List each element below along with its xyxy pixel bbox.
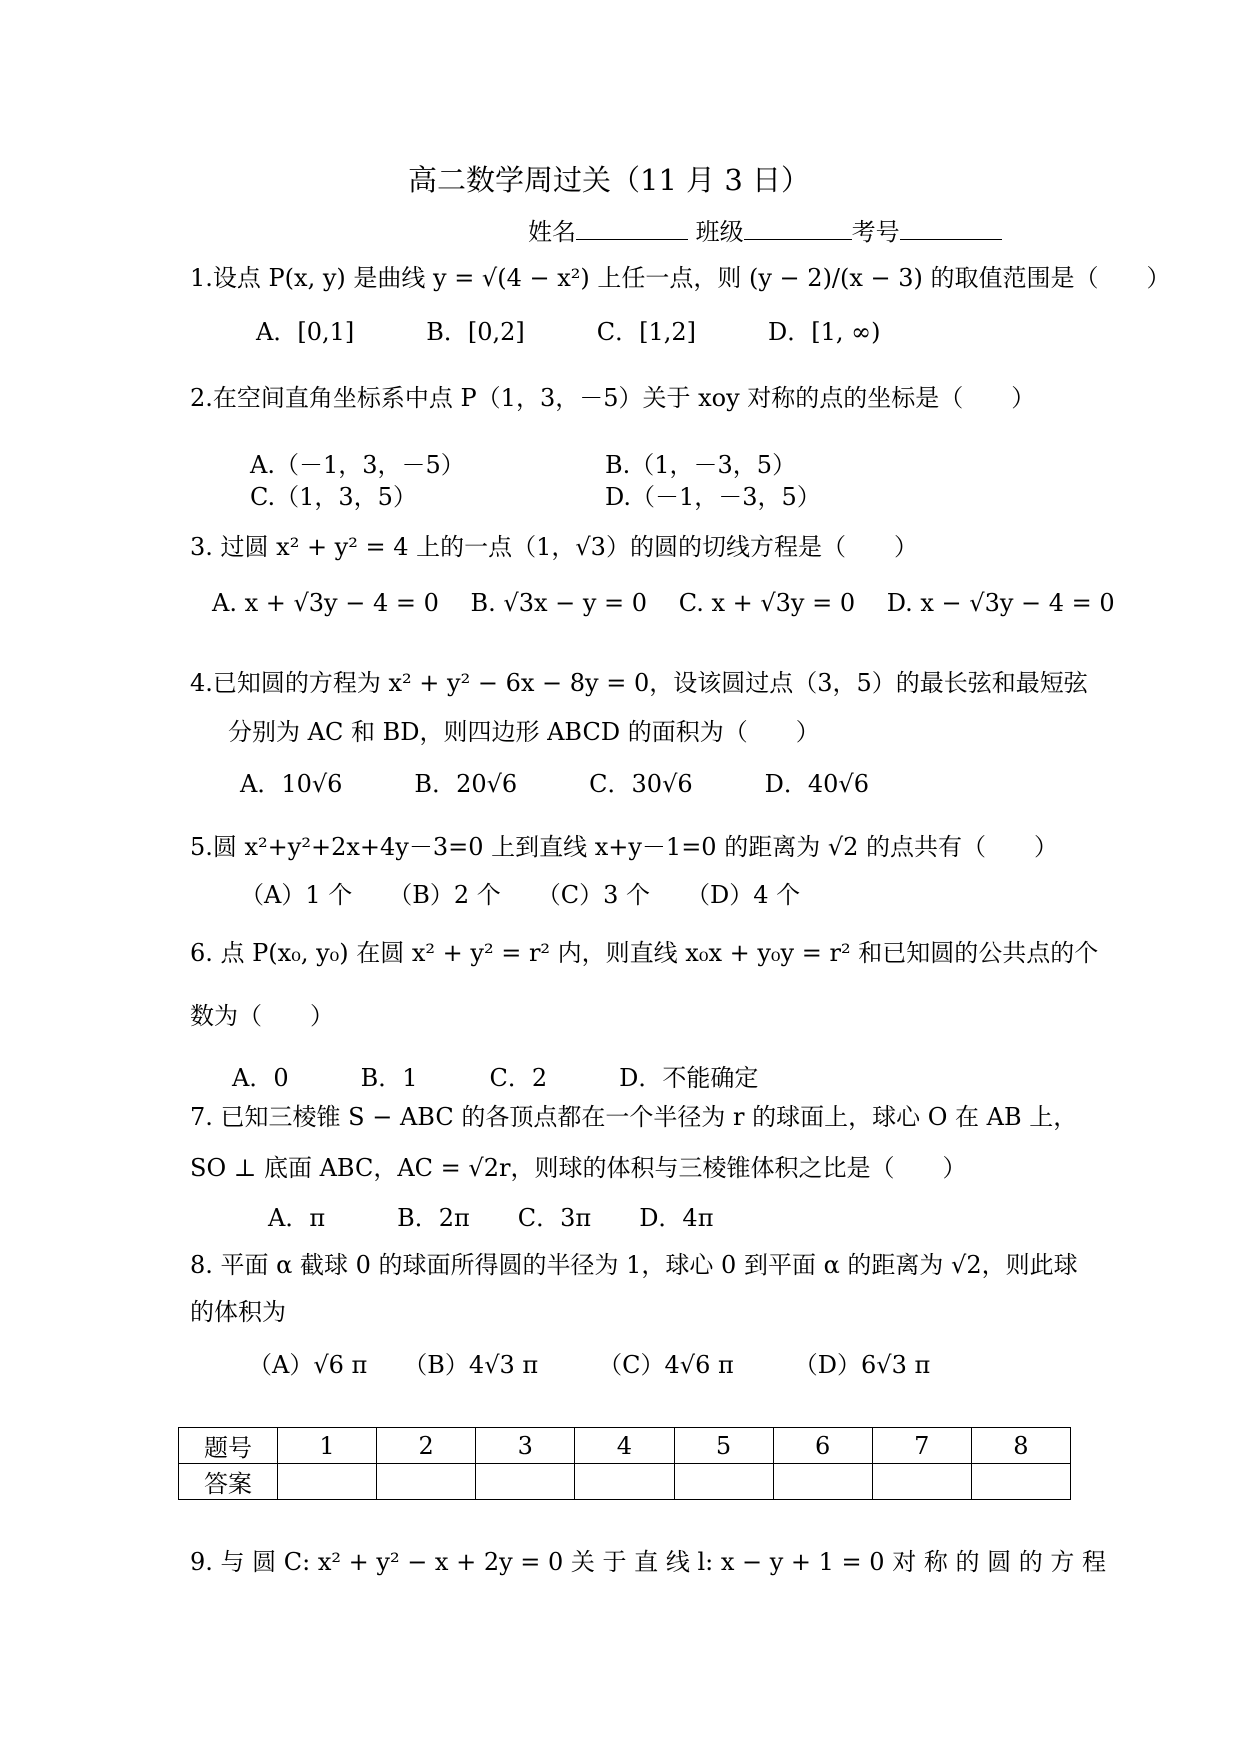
name-label: 姓名 bbox=[528, 218, 576, 246]
answer-cell[interactable] bbox=[575, 1464, 674, 1500]
question-2-stem: 2.在空间直角坐标系中点 P（1，3，－5）关于 xoy 对称的点的坐标是（ ） bbox=[190, 384, 1036, 412]
question-5-options: （A）1 个 （B）2 个 （C）3 个 （D）4 个 bbox=[240, 881, 801, 909]
table-cell-number: 4 bbox=[575, 1428, 674, 1464]
table-cell-number: 5 bbox=[674, 1428, 773, 1464]
question-2-option-a: A.（－1，3，－5） bbox=[250, 451, 465, 479]
answer-table bbox=[178, 1427, 1071, 1500]
question-number-label: 题号 bbox=[179, 1428, 278, 1464]
question-6-stem-line1: 6. 点 P(x₀, y₀) 在圆 x² + y² = r² 内，则直线 x₀x + y₀y = r² 和已知圆的公共点的个 bbox=[190, 939, 1099, 967]
name-blank bbox=[576, 217, 688, 240]
table-cell-number: 3 bbox=[476, 1428, 575, 1464]
number-label: 考号 bbox=[851, 218, 900, 246]
question-2-option-b: B.（1，－3，5） bbox=[605, 451, 797, 479]
question-8-stem-line1: 8. 平面 α 截球 0 的球面所得圆的半径为 1，球心 0 到平面 α 的距离为 √2，则此球 bbox=[190, 1251, 1078, 1279]
class-blank bbox=[744, 217, 852, 240]
table-cell-number: 1 bbox=[278, 1428, 377, 1464]
answer-cell[interactable] bbox=[872, 1464, 971, 1500]
table-cell-number: 6 bbox=[773, 1428, 872, 1464]
answer-cell[interactable] bbox=[773, 1464, 872, 1500]
answer-table-answer-row bbox=[179, 1464, 1071, 1500]
question-8-stem-line2: 的体积为 bbox=[190, 1298, 286, 1326]
question-7-stem-line2: SO ⊥ 底面 ABC，AC = √2r，则球的体积与三棱锥体积之比是（ ） bbox=[190, 1154, 967, 1182]
class-label: 班级 bbox=[695, 218, 744, 246]
question-4-options: A．10√6 B．20√6 C．30√6 D．40√6 bbox=[240, 770, 869, 798]
question-2-option-d: D.（－1，－3，5） bbox=[605, 483, 821, 511]
answer-cell[interactable] bbox=[377, 1464, 476, 1500]
question-6-options: A．0 B．1 C．2 D．不能确定 bbox=[232, 1064, 759, 1092]
question-4-stem-line2: 分别为 AC 和 BD，则四边形 ABCD 的面积为（ ） bbox=[228, 718, 820, 746]
question-3-stem: 3. 过圆 x² + y² = 4 上的一点（1，√3）的圆的切线方程是（ ） bbox=[190, 533, 918, 561]
answer-label: 答案 bbox=[179, 1464, 278, 1500]
table-cell-number: 2 bbox=[377, 1428, 476, 1464]
question-5-stem: 5.圆 x²+y²+2x+4y－3=0 上到直线 x+y－1=0 的距离为 √2 的点共有（ ） bbox=[190, 833, 1059, 861]
answer-table-header-row bbox=[179, 1428, 1071, 1464]
question-4-stem-line1: 4.已知圆的方程为 x² + y² − 6x − 8y = 0，设该圆过点（3，5）的最长弦和最短弦 bbox=[190, 669, 1088, 697]
number-blank bbox=[900, 217, 1002, 240]
page-title: 高二数学周过关（11 月 3 日） bbox=[408, 163, 811, 197]
student-info-line bbox=[528, 217, 1002, 247]
question-6-stem-line2: 数为（ ） bbox=[190, 1002, 334, 1030]
question-3-options: A. x + √3y − 4 = 0 B. √3x − y = 0 C. x + √3y = 0 D. x − √3y − 4 = 0 bbox=[212, 589, 1115, 617]
answer-cell[interactable] bbox=[971, 1464, 1070, 1500]
question-2-option-c: C.（1，3，5） bbox=[250, 483, 417, 511]
question-1-stem: 1.设点 P(x, y) 是曲线 y = √(4 − x²) 上任一点，则 (y − 2)/(x − 3) 的取值范围是（ ） bbox=[190, 264, 1171, 292]
answer-cell[interactable] bbox=[476, 1464, 575, 1500]
question-7-stem-line1: 7. 已知三棱锥 S − ABC 的各顶点都在一个半径为 r 的球面上，球心 O 在 AB 上， bbox=[190, 1103, 1078, 1131]
question-1-options: A．[0,1] B．[0,2] C．[1,2] D．[1, ∞) bbox=[256, 318, 881, 346]
question-7-options: A．π B．2π C．3π D．4π bbox=[268, 1204, 714, 1232]
answer-cell[interactable] bbox=[674, 1464, 773, 1500]
question-9-stem: 9. 与 圆 C: x² + y² − x + 2y = 0 关 于 直 线 l: x − y + 1 = 0 对 称 的 圆 的 方 程 bbox=[190, 1548, 1106, 1576]
table-cell-number: 8 bbox=[971, 1428, 1070, 1464]
table-cell-number: 7 bbox=[872, 1428, 971, 1464]
question-8-options: （A）√6 π （B）4√3 π （C）4√6 π （D）6√3 π bbox=[248, 1351, 931, 1379]
answer-cell[interactable] bbox=[278, 1464, 377, 1500]
